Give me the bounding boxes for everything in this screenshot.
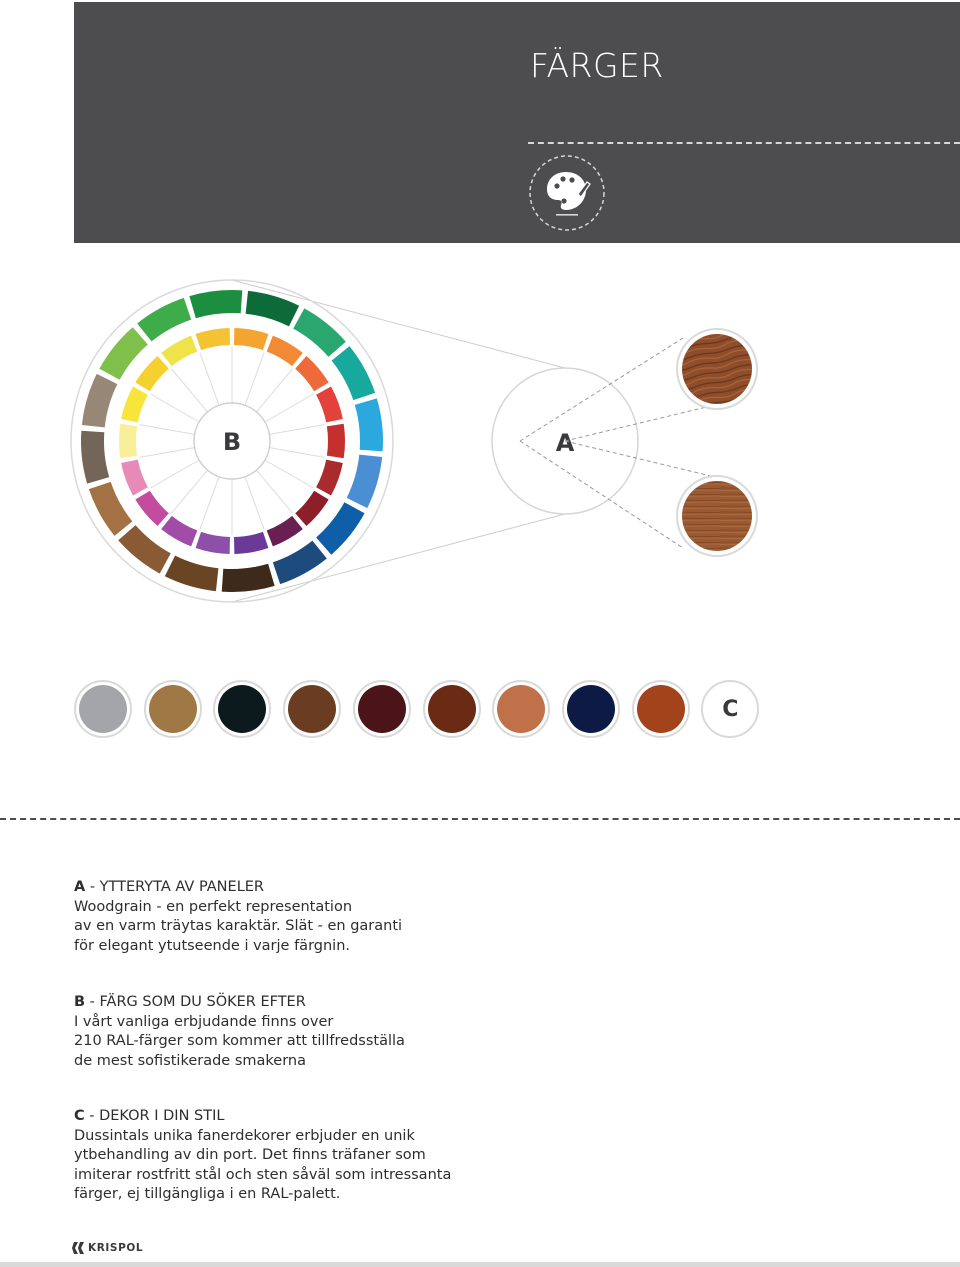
wheel-inner-segment xyxy=(267,336,303,367)
wheel-inner-segment xyxy=(196,532,230,554)
wheel-spoke xyxy=(139,425,194,435)
decor-swatch-row xyxy=(0,680,960,740)
woodgrain-swatch xyxy=(682,334,752,404)
wheel-inner-segment xyxy=(316,460,343,496)
wheel-outer-segment xyxy=(273,541,327,584)
wheel-spoke xyxy=(151,460,199,488)
wheel-outer-segment xyxy=(81,431,109,484)
decor-swatch-walnut xyxy=(283,680,341,738)
decor-swatch-c-label: C xyxy=(701,680,759,738)
section-a-line: för elegant ytutseende i varje färgnin. xyxy=(74,937,350,954)
wheel-outer-segment xyxy=(89,482,132,536)
section-c-line: imiterar rostfritt stål och sten såväl som intressanta xyxy=(74,1166,452,1183)
wheel-inner-segment xyxy=(161,336,197,367)
decor-swatch-cherry xyxy=(492,680,550,738)
wheel-outer-segment xyxy=(316,502,364,555)
section-c-title: - DEKOR I DIN STIL xyxy=(84,1108,225,1124)
wheel-spoke xyxy=(265,394,313,422)
wheel-inner-segment xyxy=(121,460,148,496)
wheel-inner-segment xyxy=(161,516,197,547)
detail-label: A xyxy=(555,429,575,457)
wheel-outer-segment xyxy=(246,291,300,326)
krispol-logo-text: KRISPOL xyxy=(88,1242,144,1254)
section-c-key: C xyxy=(74,1108,85,1124)
wheel-outer-segment xyxy=(355,398,383,451)
wheel-spoke xyxy=(151,394,199,422)
section-c-line: ytbehandling av din port. Det finns träfaner som xyxy=(74,1147,426,1163)
wheel-spoke xyxy=(269,448,324,458)
wheel-spoke xyxy=(245,477,264,530)
section-a-line: av en varm träytas karaktär. Slät - en garanti xyxy=(74,918,403,934)
wheel-inner-segment xyxy=(267,516,303,547)
decor-swatch-golden-oak xyxy=(144,680,202,738)
wheel-inner-segment xyxy=(135,491,168,526)
wheel-spoke xyxy=(256,369,292,412)
wheel-outer-segment xyxy=(332,346,375,400)
decor-swatch-grey xyxy=(74,680,132,738)
wheel-outer-segment xyxy=(82,374,117,428)
section-b-line: I vårt vanliga erbjudande finns over xyxy=(74,1013,334,1030)
wheel-spoke xyxy=(200,477,219,530)
section-b xyxy=(74,993,594,1071)
smooth-swatch xyxy=(682,481,752,551)
footer-bar xyxy=(0,1262,960,1267)
wheel-outer-segment xyxy=(137,298,191,341)
section-b-line: de mest sofistikerade smakerna xyxy=(74,1052,306,1069)
wheel-outer-segment xyxy=(222,564,275,592)
section-c-line: färger, ej tillgängliga i en RAL-palett. xyxy=(74,1186,341,1202)
section-b-title: - FÄRG SOM DU SÖKER EFTER xyxy=(85,994,306,1010)
section-a-title: - YTTERYTA AV PANELER xyxy=(85,879,265,895)
section-a xyxy=(74,878,594,956)
wheel-outer-segment xyxy=(293,308,346,356)
wheel-spoke xyxy=(245,353,264,406)
wheel-inner-segment xyxy=(327,424,345,459)
decor-swatch-rosewood xyxy=(353,680,411,738)
wheel-center-label: B xyxy=(222,428,242,456)
wheel-inner-segment xyxy=(135,356,168,391)
section-divider xyxy=(0,818,960,820)
decor-swatch-mahogany xyxy=(423,680,481,738)
krispol-logo xyxy=(72,1239,143,1257)
wheel-outer-segment xyxy=(99,327,147,380)
wheel-outer-segment xyxy=(347,455,382,509)
wheel-inner-segment xyxy=(234,532,268,554)
wheel-inner-segment xyxy=(121,387,148,423)
decor-swatch-copper xyxy=(632,680,690,738)
wheel-outer-segment xyxy=(118,525,171,573)
section-b-line: 210 RAL-färger som kommer att tillfredsställa xyxy=(74,1033,405,1049)
wheel-spoke xyxy=(139,448,194,458)
wheel-spoke xyxy=(172,369,208,412)
section-a-line: Woodgrain - en perfekt representation xyxy=(74,898,353,915)
page-title: FÄRGER xyxy=(530,46,664,85)
krispol-mark-icon xyxy=(72,1241,86,1255)
wheel-spoke xyxy=(269,425,324,435)
wheel-inner-segment xyxy=(316,387,343,423)
wheel-spoke xyxy=(256,470,292,513)
wheel-inner-segment xyxy=(295,356,328,391)
wheel-outer-segment xyxy=(165,556,219,591)
wheel-inner-segment xyxy=(196,328,230,350)
decor-swatch-steel-blue xyxy=(562,680,620,738)
section-c-line: Dussintals unika fanerdekorer erbjuder en unik xyxy=(74,1127,415,1144)
section-c xyxy=(74,1107,594,1205)
wheel-inner-segment xyxy=(234,328,268,350)
section-b-key: B xyxy=(74,994,86,1010)
wheel-inner-segment xyxy=(295,491,328,526)
wheel-spoke xyxy=(265,460,313,488)
wheel-outer-segment xyxy=(189,290,242,318)
decor-swatch-anthracite xyxy=(213,680,271,738)
wheel-spoke xyxy=(172,470,208,513)
wheel-inner-segment xyxy=(119,424,137,459)
wheel-spoke xyxy=(200,353,219,406)
section-a-key: A xyxy=(74,879,86,895)
